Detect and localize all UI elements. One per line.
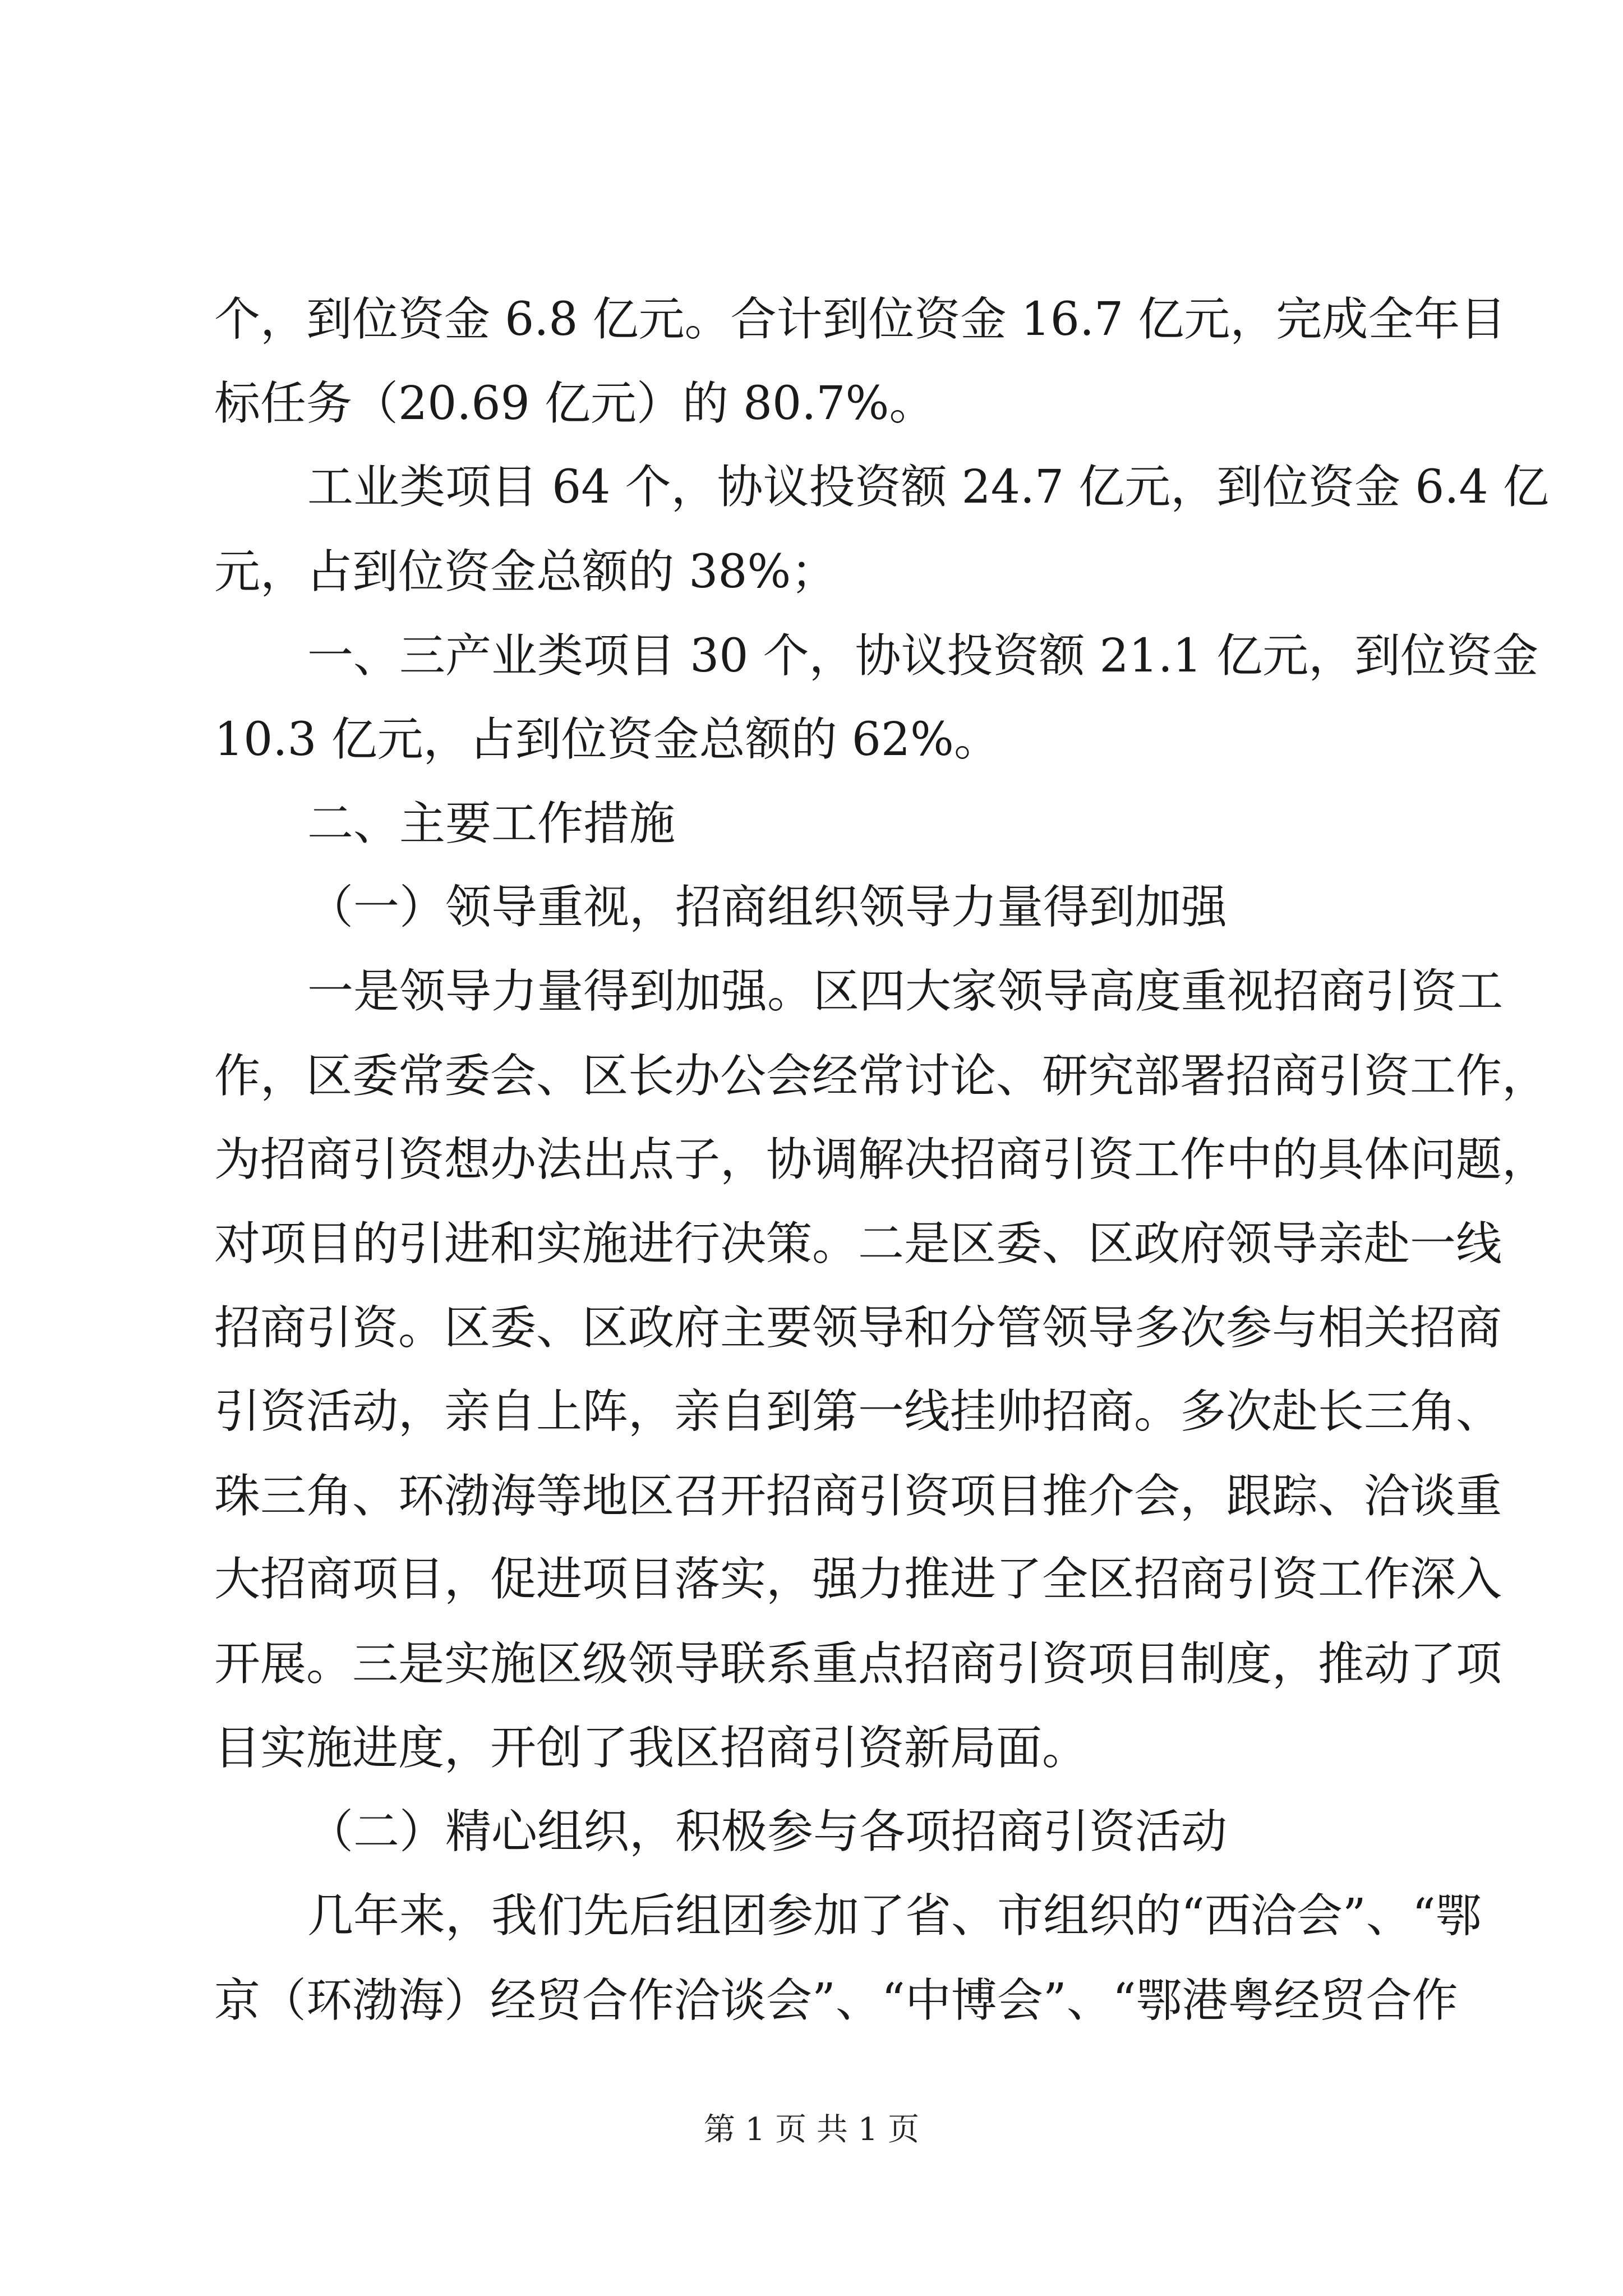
- text-line: 目实施进度，开创了我区招商引资新局面。: [214, 1722, 1089, 1775]
- text-line: 引资活动，亲自上阵，亲自到第一线挂帅招商。多次赴长三角、: [214, 1385, 1502, 1438]
- body-line: [0, 1871, 1623, 1961]
- text-line: （一）领导重视，招商组织领导力量得到加强: [307, 881, 1228, 934]
- text-line: （二）精心组织，积极参与各项招商引资活动: [307, 1805, 1228, 1858]
- body-line: [0, 1283, 1623, 1373]
- body-line: [0, 1619, 1623, 1709]
- subsection-heading: [0, 1787, 1623, 1877]
- body-line: [0, 695, 1623, 785]
- text-line: 对项目的引进和实施进行决策。二是区委、区政府领导亲赴一线: [214, 1217, 1502, 1271]
- body-line: [0, 443, 1623, 532]
- text-line: 工业类项目 64 个，协议投资额 24.7 亿元，到位资金 6.4 亿: [307, 461, 1549, 514]
- section-heading: [0, 779, 1623, 869]
- text-line: 大招商项目，促进项目落实，强力推进了全区招商引资工作深入: [214, 1553, 1502, 1606]
- body-line: [0, 947, 1623, 1037]
- body-line: [0, 1704, 1623, 1793]
- body-line: [0, 527, 1623, 617]
- page-footer: 第 1 页 共 1 页: [703, 2111, 920, 2148]
- body-line: [0, 611, 1623, 701]
- text-line: 元，占到位资金总额的 38%；: [214, 545, 837, 599]
- text-line: 一、三产业类项目 30 个，协议投资额 21.1 亿元，到位资金: [307, 629, 1539, 683]
- text-line: 珠三角、环渤海等地区召开招商引资项目推介会，跟踪、洽谈重: [214, 1470, 1502, 1523]
- body-line: [0, 1115, 1623, 1205]
- text-line: 几年来，我们先后组团参加了省、市组织的“西洽会”、“鄂: [307, 1889, 1482, 1943]
- text-line: 为招商引资想办法出点子，协调解决招商引资工作中的具体问题，: [214, 1133, 1548, 1186]
- text-line: 二、主要工作措施: [307, 797, 676, 850]
- subsection-heading: [0, 863, 1623, 953]
- text-line: 标任务（20.69 亿元）的 80.7%。: [214, 377, 935, 430]
- body-line: [0, 1956, 1623, 2046]
- text-line: 京（环渤海）经贸合作洽谈会”、“中博会”、“鄂港粤经贸合作: [214, 1974, 1458, 2027]
- body-line: [0, 1367, 1623, 1457]
- text-line: 招商引资。区委、区政府主要领导和分管领导多次参与相关招商: [214, 1301, 1502, 1355]
- text-line: 个，到位资金 6.8 亿元。合计到位资金 16.7 亿元，完成全年目: [214, 293, 1506, 346]
- body-line: [0, 1199, 1623, 1289]
- text-line: 10.3 亿元，占到位资金总额的 62%。: [214, 713, 1000, 766]
- body-line: [0, 1535, 1623, 1625]
- text-line: 开展。三是实施区级领导联系重点招商引资项目制度，推动了项: [214, 1637, 1502, 1691]
- body-line: [0, 275, 1623, 365]
- body-line: [0, 359, 1623, 449]
- body-line: [0, 1032, 1623, 1121]
- body-line: [0, 1452, 1623, 1542]
- text-line: 一是领导力量得到加强。区四大家领导高度重视招商引资工: [307, 965, 1504, 1018]
- text-line: 作，区委常委会、区长办公会经常讨论、研究部署招商引资工作，: [214, 1050, 1548, 1103]
